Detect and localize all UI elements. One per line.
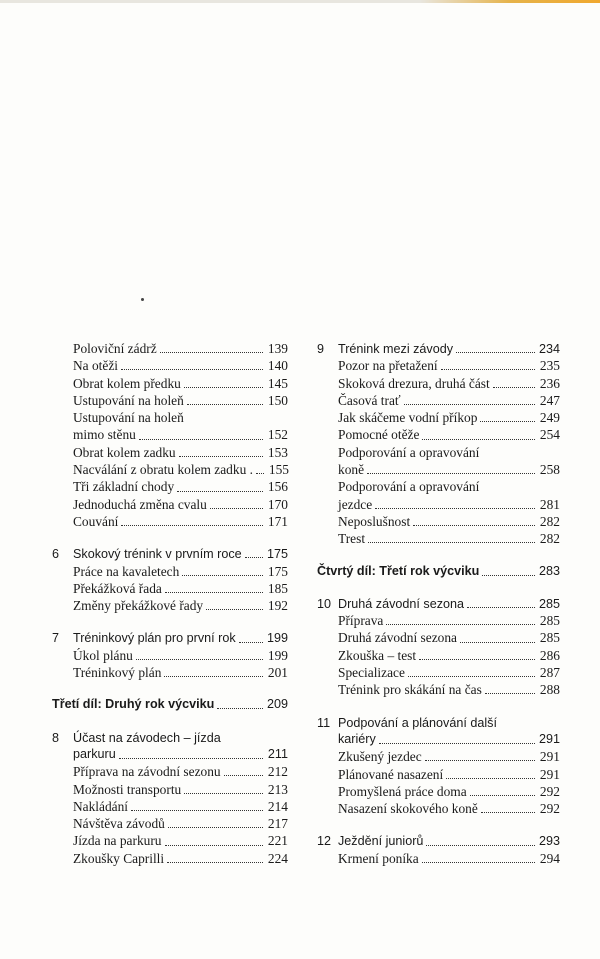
page-number: 291	[539, 766, 560, 782]
page-number: 155	[268, 462, 289, 478]
dot-leader	[119, 758, 263, 759]
page-number: 140	[267, 358, 288, 374]
page-number: 287	[539, 665, 560, 681]
toc-entry[interactable]	[317, 357, 560, 374]
dot-leader	[413, 525, 535, 526]
part-title: Třetí díl: Druhý rok výcviku	[52, 697, 215, 712]
dot-leader	[206, 609, 263, 610]
toc-entry[interactable]	[52, 478, 288, 495]
entry-title: Druhá závodní sezona	[338, 630, 457, 646]
dot-leader	[184, 793, 263, 794]
dot-leader	[386, 624, 535, 625]
page-number: 175	[266, 547, 288, 562]
dot-leader	[187, 404, 263, 405]
chapter-number: 7	[52, 631, 60, 646]
entry-title: Nasazení skokového koně	[338, 801, 478, 817]
chapter-number: 12	[317, 834, 332, 849]
entry-title: Příprava na závodní sezonu	[73, 764, 221, 780]
dot-leader	[224, 775, 263, 776]
page-number: 171	[267, 513, 288, 529]
toc-spacer	[317, 548, 560, 563]
entry-title: Návštěva závodů	[73, 816, 165, 832]
dot-leader	[136, 659, 263, 660]
page-number: 282	[539, 513, 560, 529]
dot-leader	[446, 778, 535, 779]
entry-title: Časová trať	[338, 392, 401, 408]
dot-leader	[217, 708, 263, 709]
toc-entry[interactable]	[52, 426, 288, 443]
page-number: 214	[267, 798, 288, 814]
entry-title: Obrat kolem předku	[73, 375, 181, 391]
entry-title: Couvání	[73, 513, 119, 529]
page-number: 283	[538, 563, 560, 578]
toc-spacer	[52, 714, 288, 729]
entry-title: Úkol plánu	[73, 647, 133, 663]
page-number: 281	[539, 496, 560, 512]
toc-entry[interactable]	[317, 681, 560, 698]
entry-title: Změny překážkové řady	[73, 598, 204, 614]
toc-entry[interactable]	[317, 513, 560, 530]
dot-leader	[470, 795, 535, 796]
entry-title: Jednoduchá změna cvalu	[73, 496, 207, 512]
dot-leader	[422, 439, 535, 440]
toc-spacer	[317, 699, 560, 714]
entry-title: Obrat kolem zadku	[73, 444, 176, 460]
chapter-number: 6	[52, 547, 60, 562]
entry-title: Jak skáčeme vodní příkop	[338, 410, 478, 426]
page-number: 199	[266, 631, 288, 646]
entry-title: Skoková drezura, druhá část	[338, 375, 490, 391]
dot-leader	[131, 810, 263, 811]
entry-title: Zkouška – test	[338, 647, 417, 663]
entry-title: Promyšlená práce doma	[338, 783, 467, 799]
toc-chapter-entry[interactable]	[52, 629, 288, 646]
dot-leader	[467, 607, 535, 608]
page-number: 235	[539, 358, 560, 374]
toc-spacer	[317, 580, 560, 595]
toc-entry[interactable]	[52, 340, 288, 357]
toc-chapter-entry[interactable]	[52, 545, 288, 562]
toc-entry[interactable]	[52, 832, 288, 849]
entry-title: Ustupování na holeň	[73, 410, 184, 426]
chapter-title: Účast na závodech – jízda	[73, 730, 221, 745]
page-number: 294	[539, 850, 560, 866]
print-speck	[141, 298, 144, 301]
toc-entry[interactable]	[52, 597, 288, 614]
entry-title: Zkušený jezdec	[338, 749, 422, 765]
entry-title: Podporování a opravování	[338, 479, 480, 495]
toc-entry[interactable]	[52, 781, 288, 798]
toc-part-heading[interactable]	[52, 696, 288, 713]
toc-entry[interactable]	[317, 426, 560, 443]
page-number: 153	[267, 444, 288, 460]
toc-entry[interactable]	[52, 496, 288, 513]
dot-leader	[422, 862, 535, 863]
dot-leader	[184, 387, 263, 388]
toc-left-column	[52, 340, 288, 867]
chapter-title: Tréninkový plán pro první rok	[73, 631, 236, 646]
page-number: 291	[538, 731, 560, 746]
dot-leader	[160, 352, 263, 353]
chapter-title: Podpování a plánování další	[338, 715, 497, 730]
chapter-title-continued: parkuru	[73, 746, 116, 761]
toc-entry[interactable]	[52, 664, 288, 681]
chapter-title: Druhá závodní sezona	[338, 596, 465, 611]
toc-entry[interactable]	[317, 664, 560, 681]
entry-title: mimo stěnu	[73, 427, 136, 443]
dot-leader	[165, 845, 264, 846]
page-number: 170	[267, 496, 288, 512]
dot-leader	[121, 525, 263, 526]
dot-leader	[481, 812, 535, 813]
dot-leader	[139, 439, 263, 440]
entry-title: Poloviční zádrž	[73, 341, 157, 356]
entry-title: Nakládání	[73, 798, 129, 814]
page-number: 234	[538, 342, 560, 356]
toc-chapter-entry[interactable]	[317, 731, 560, 748]
toc-spacer	[52, 530, 288, 545]
entry-title: Trest	[338, 531, 366, 547]
page-number: 236	[539, 375, 560, 391]
toc-entry[interactable]	[317, 647, 560, 664]
dot-leader	[182, 575, 263, 576]
dot-leader	[408, 676, 535, 677]
page-number: 221	[267, 833, 288, 849]
page-top-edge	[0, 0, 600, 3]
entry-title: Trénink pro skákání na čas	[338, 682, 482, 698]
toc-entry[interactable]	[52, 444, 288, 461]
page-number: 139	[267, 341, 288, 356]
entry-title: Krmení poníka	[338, 850, 419, 866]
page-number: 213	[267, 781, 288, 797]
page-number: 286	[539, 647, 560, 663]
entry-title: Pozor na přetažení	[338, 358, 438, 374]
page-number: 288	[539, 682, 560, 698]
page-number: 175	[267, 563, 288, 579]
toc-entry[interactable]	[52, 375, 288, 392]
chapter-title-continued: kariéry	[338, 731, 376, 746]
toc-entry[interactable]	[52, 647, 288, 664]
part-title: Čtvrtý díl: Třetí rok výcviku	[317, 563, 480, 578]
dot-leader	[177, 491, 263, 492]
entry-title: Na otěži	[73, 358, 118, 374]
dot-leader	[456, 352, 535, 353]
dot-leader	[367, 473, 535, 474]
toc-entry[interactable]	[52, 461, 288, 478]
toc-part-heading[interactable]	[317, 563, 560, 580]
page-number: 209	[266, 697, 288, 712]
dot-leader	[210, 508, 263, 509]
entry-title: koně	[338, 462, 365, 478]
toc-entry[interactable]	[52, 409, 288, 426]
toc-entry[interactable]	[317, 409, 560, 426]
dot-leader	[404, 404, 535, 405]
toc-entry[interactable]	[52, 357, 288, 374]
toc-chapter-entry[interactable]	[317, 832, 560, 849]
page-number: 224	[267, 850, 288, 866]
chapter-number: 9	[317, 342, 325, 356]
entry-title: Podporování a opravování	[338, 444, 480, 460]
page-number: 201	[267, 665, 288, 681]
entry-title: jezdce	[338, 496, 373, 512]
page-number: 282	[539, 531, 560, 547]
page-number: 212	[267, 764, 288, 780]
page-number: 150	[267, 392, 288, 408]
dot-leader	[419, 659, 535, 660]
page-number: 292	[539, 801, 560, 817]
page-number: 152	[267, 427, 288, 443]
toc-entry[interactable]	[317, 496, 560, 513]
toc-entry[interactable]	[317, 478, 560, 495]
page-number: 185	[267, 580, 288, 596]
dot-leader	[179, 456, 263, 457]
entry-title: Příprava	[338, 613, 384, 629]
dot-leader	[121, 369, 263, 370]
toc-entry[interactable]	[52, 392, 288, 409]
dot-leader	[485, 693, 535, 694]
toc-chapter-entry[interactable]	[317, 714, 560, 731]
page-number: 285	[539, 613, 560, 629]
entry-title: Neposlušnost	[338, 513, 411, 529]
page-number: 192	[267, 598, 288, 614]
toc-right-column	[317, 340, 560, 867]
page-number: 292	[539, 783, 560, 799]
dot-leader	[480, 421, 535, 422]
entry-title: Tři základní chody	[73, 479, 175, 495]
page-number: 285	[539, 630, 560, 646]
toc-entry[interactable]	[52, 763, 288, 780]
toc-entry[interactable]	[52, 513, 288, 530]
chapter-number: 10	[317, 596, 332, 611]
toc-entry[interactable]	[317, 375, 560, 392]
dot-leader	[245, 557, 263, 558]
chapter-number: 11	[317, 715, 331, 730]
chapter-title: Skokový trénink v prvním roce	[73, 547, 242, 562]
toc-entry[interactable]	[317, 392, 560, 409]
page-number: 217	[267, 816, 288, 832]
page-number: 199	[267, 647, 288, 663]
toc-chapter-entry[interactable]	[52, 746, 288, 763]
dot-leader	[239, 642, 263, 643]
toc-chapter-entry[interactable]	[52, 729, 288, 746]
toc-entry[interactable]	[317, 850, 560, 867]
entry-title: Jízda na parkuru	[73, 833, 162, 849]
toc-spacer	[317, 817, 560, 832]
page-number: 254	[539, 427, 560, 443]
toc-entry[interactable]	[317, 800, 560, 817]
page-number: 145	[267, 375, 288, 391]
dot-leader	[493, 387, 535, 388]
toc-spacer	[52, 614, 288, 629]
toc-chapter-entry[interactable]	[317, 595, 560, 612]
page-number: 285	[538, 596, 560, 611]
dot-leader	[168, 827, 263, 828]
entry-title: Tréninkový plán	[73, 665, 162, 681]
toc-entry[interactable]	[317, 783, 560, 800]
toc-entry[interactable]	[317, 766, 560, 783]
dot-leader	[164, 676, 263, 677]
toc-entry[interactable]	[317, 629, 560, 646]
toc-entry[interactable]	[52, 798, 288, 815]
toc-entry[interactable]	[317, 748, 560, 765]
page-number: 249	[539, 410, 560, 426]
page-number: 291	[539, 749, 560, 765]
entry-title: Práce na kavaletech	[73, 563, 180, 579]
page-number: 258	[539, 462, 560, 478]
toc-chapter-entry[interactable]	[317, 340, 560, 357]
dot-leader	[426, 845, 535, 846]
toc-entry[interactable]	[52, 815, 288, 832]
entry-title: Plánované nasazení	[338, 766, 444, 782]
toc-entry[interactable]	[317, 612, 560, 629]
dot-leader	[379, 743, 535, 744]
page-number: 247	[539, 392, 560, 408]
toc-entry[interactable]	[52, 850, 288, 867]
dot-leader	[167, 862, 263, 863]
dot-leader	[256, 473, 264, 474]
dot-leader	[165, 592, 263, 593]
toc-entry[interactable]	[317, 530, 560, 547]
chapter-title: Ježdění juniorů	[338, 834, 424, 849]
chapter-number: 8	[52, 730, 60, 745]
page-number: 156	[267, 479, 288, 495]
dot-leader	[425, 760, 535, 761]
toc-entry[interactable]	[52, 563, 288, 580]
page-number: 211	[267, 746, 288, 761]
entry-title: Nacválání z obratu kolem zadku .	[73, 462, 253, 478]
dot-leader	[441, 369, 535, 370]
entry-title: Specializace	[338, 665, 405, 681]
toc-entry[interactable]	[52, 580, 288, 597]
entry-title: Zkoušky Caprilli	[73, 850, 165, 866]
dot-leader	[368, 542, 535, 543]
entry-title: Možnosti transportu	[73, 781, 182, 797]
entry-title: Ustupování na holeň	[73, 392, 184, 408]
toc-spacer	[52, 681, 288, 696]
entry-title: Pomocné otěže	[338, 427, 420, 443]
toc-entry[interactable]	[317, 461, 560, 478]
dot-leader	[375, 508, 535, 509]
toc-entry[interactable]	[317, 444, 560, 461]
page-number: 293	[538, 834, 560, 849]
dot-leader	[482, 575, 535, 576]
chapter-title: Trénink mezi závody	[338, 342, 454, 356]
dot-leader	[460, 642, 535, 643]
entry-title: Překážková řada	[73, 580, 162, 596]
